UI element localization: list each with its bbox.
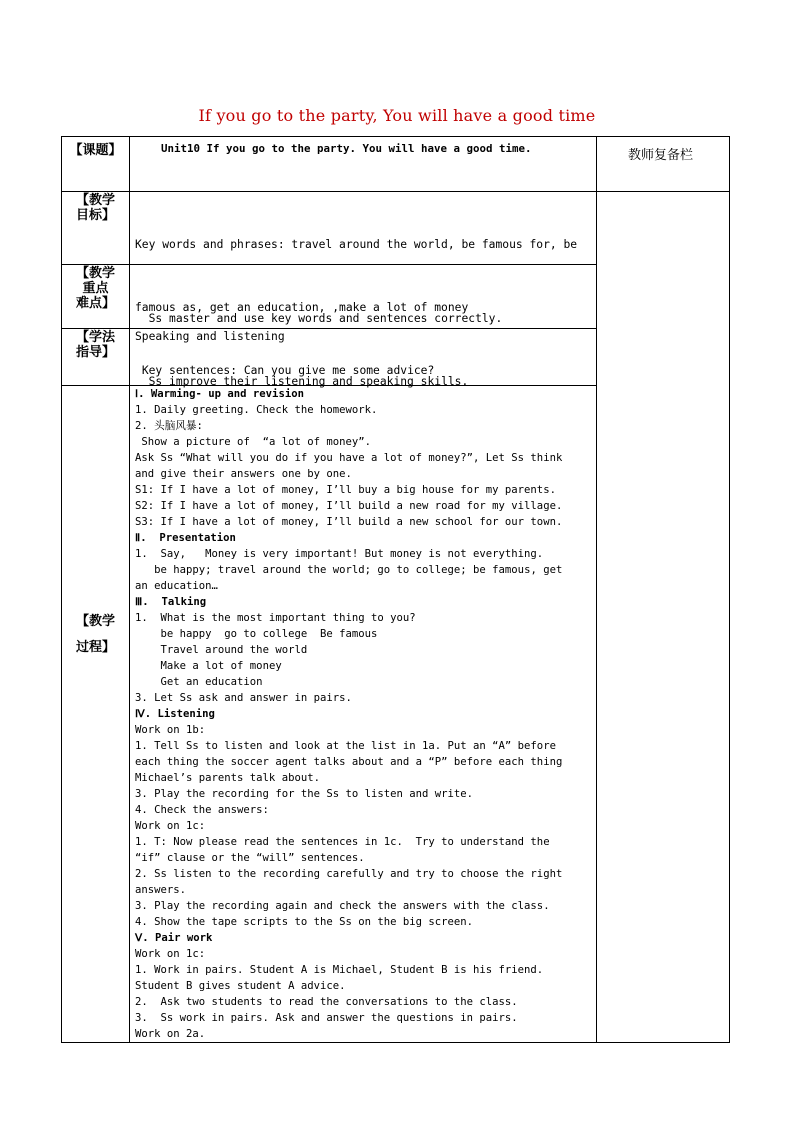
method-text: Speaking and listening	[135, 330, 285, 343]
objectives-line: Key words and phrases: travel around the world, be famous for, be	[135, 238, 578, 251]
document-title: If you go to the party, You will have a good time	[198, 106, 596, 125]
process-line: and give their answers one by one.	[135, 468, 352, 480]
process-label-line2: 过程】	[75, 640, 115, 655]
process-line: S2: If I have a lot of money, I’ll build a new road for my village.	[135, 500, 563, 512]
process-section-heading: Ⅰ. Warming- up and revision	[135, 388, 304, 400]
process-line: Work on 1b:	[135, 724, 206, 736]
process-line: 2. 头脑风暴:	[135, 420, 203, 432]
process-line: Michael’s parents talk about.	[135, 772, 320, 784]
key-points-label-line2: 重点	[82, 281, 109, 296]
process-line: answers.	[135, 884, 187, 896]
objectives-line: famous as, get an education, ,make a lot of money	[135, 301, 469, 314]
process-line: Travel around the world	[135, 644, 308, 656]
topic-label: 【课题】	[69, 143, 122, 158]
process-line: 4. Check the answers:	[135, 804, 269, 816]
process-content	[135, 386, 593, 1042]
process-line: be happy; travel around the world; go to college; be famous, get	[135, 564, 563, 576]
process-line: 1. Daily greeting. Check the homework.	[135, 404, 378, 416]
process-line: Show a picture of “a lot of money”.	[135, 436, 371, 448]
objectives-label-line2: 目标】	[75, 208, 115, 223]
key-points-line: Ss improve their listening and speaking skills.	[135, 375, 469, 388]
process-line: 2. Ss listen to the recording carefully and try to choose the right	[135, 868, 563, 880]
process-line: 3. Play the recording for the Ss to listen and write.	[135, 788, 474, 800]
process-line: Work on 1c:	[135, 948, 206, 960]
process-line: “if” clause or the “will” sentences.	[135, 852, 365, 864]
process-section-heading: Ⅳ. Listening	[135, 708, 215, 720]
key-points-label-line1: 【教学	[75, 266, 115, 281]
process-line: 2. Ask two students to read the conversations to the class.	[135, 996, 518, 1008]
process-line: 3. Play the recording again and check the answers with the class.	[135, 900, 550, 912]
process-line: each thing the soccer agent talks about and a “P” before each thing	[135, 756, 563, 768]
process-section-heading: Ⅴ. Pair work	[135, 932, 213, 944]
process-line: an education…	[135, 580, 218, 592]
process-line: 4. Show the tape scripts to the Ss on the big screen.	[135, 916, 474, 928]
process-line: Ask Ss “What will you do if you have a lot of money?”, Let Ss think	[135, 452, 563, 464]
table-border-right	[729, 136, 730, 1043]
process-line: be happy go to college Be famous	[135, 628, 378, 640]
key-points-line: Ss master and use key words and sentences correctly.	[135, 312, 503, 325]
method-label-line2: 指导】	[75, 345, 115, 360]
topic-text: Unit10 If you go to the party. You will have a good time.	[161, 142, 532, 155]
process-line: 1. Say, Money is very important! But money is not everything.	[135, 548, 544, 560]
process-line: Get an education	[135, 676, 263, 688]
process-line: 1. Tell Ss to listen and look at the list in 1a. Put an “A” before	[135, 740, 556, 752]
method-label-line1: 【学法	[75, 330, 115, 345]
process-line: 3. Ss work in pairs. Ask and answer the questions in pairs.	[135, 1012, 518, 1024]
table-divider-side-column	[596, 136, 597, 1043]
process-line: 3. Let Ss ask and answer in pairs.	[135, 692, 352, 704]
process-line: Student B gives student A advice.	[135, 980, 346, 992]
objectives-label-line1: 【教学	[75, 193, 115, 208]
key-points-label	[62, 266, 129, 311]
process-line: Make a lot of money	[135, 660, 282, 672]
teacher-review-column-label: 教师复备栏	[628, 148, 694, 163]
process-line: 1. What is the most important thing to you?	[135, 612, 416, 624]
method-label	[62, 330, 129, 360]
key-points-label-line3: 难点】	[75, 296, 115, 311]
process-line: 1. T: Now please read the sentences in 1c. Try to understand the	[135, 836, 550, 848]
process-line: 1. Work in pairs. Student A is Michael, Student B is his friend.	[135, 964, 544, 976]
process-label-line1: 【教学	[75, 614, 115, 629]
process-section-heading: Ⅱ. Presentation	[135, 532, 236, 544]
process-label	[62, 609, 129, 661]
process-line: Work on 1c:	[135, 820, 206, 832]
objectives-line: Key sentences: Can you give me some advice?	[135, 364, 435, 377]
process-section-heading: Ⅲ. Talking	[135, 596, 207, 608]
process-line: Work on 2a.	[135, 1028, 206, 1040]
table-divider-label-column	[129, 136, 130, 1043]
table-border-top	[61, 136, 730, 137]
objectives-label	[62, 193, 129, 223]
process-line: S3: If I have a lot of money, I’ll build a new school for our town.	[135, 516, 563, 528]
table-border-bottom	[61, 1042, 730, 1043]
process-line: S1: If I have a lot of money, I’ll buy a big house for my parents.	[135, 484, 556, 496]
